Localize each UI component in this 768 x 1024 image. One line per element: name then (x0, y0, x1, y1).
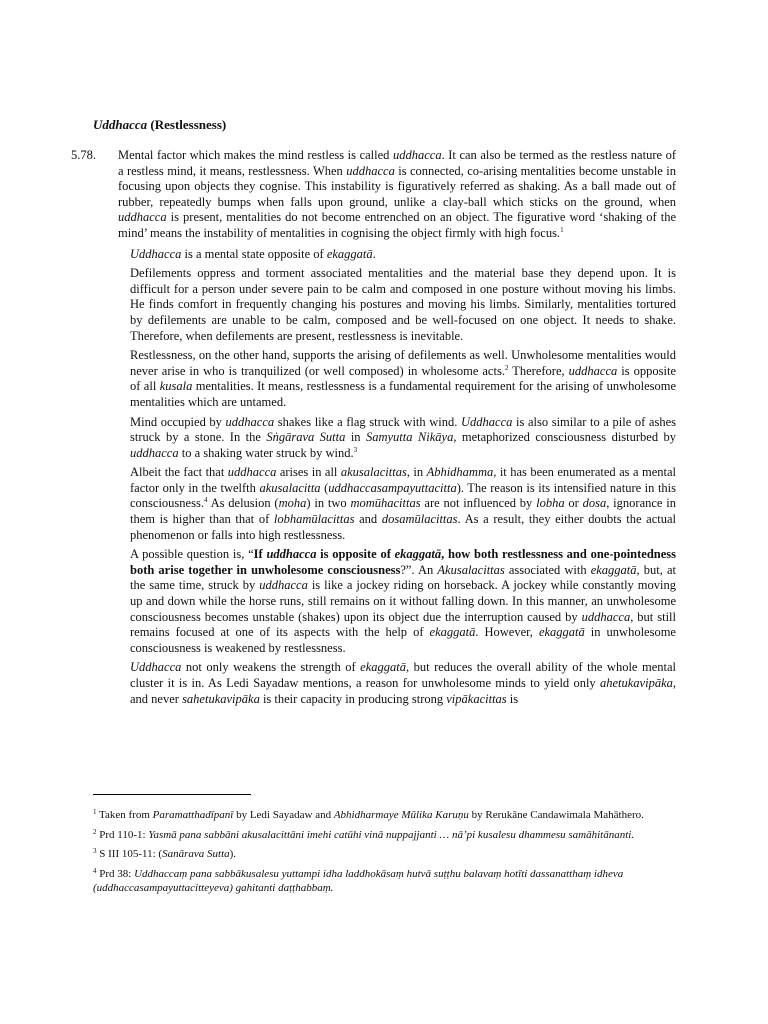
paragraph-5-78 (71, 148, 676, 242)
text-span: is opposite of all (130, 363, 676, 394)
paragraph-ledi-sayadaw (130, 660, 676, 707)
pali-term: dosa (582, 496, 607, 511)
text-span: is opposite of (316, 547, 395, 562)
pali-term: kusala (159, 379, 193, 394)
paragraph-number: 5.78. (71, 148, 96, 162)
text-span: is present, mentalities do not become entrenched on an object. The figurative word ‘shaking of the mind’ means the instability of mentalities in cognising the object firmly with high focus. (118, 210, 676, 240)
paragraph-twelfth-akusalacitta (130, 465, 676, 543)
pali-term: Uddhacca (130, 660, 182, 675)
footnote-ref[interactable]: 3 (353, 445, 358, 454)
text-span: , but reduces the overall ability of the whole mental cluster it is in. As Ledi Sayadaw mentions, a reason for unwholesome minds to yield only (130, 660, 676, 690)
pali-term: Uddhacca (461, 414, 513, 429)
text-span: , it has been enumerated as a mental factor only in the twelfth (130, 465, 676, 495)
pali-term: uddhacca (346, 163, 395, 178)
text-span: ). The reason is its intensified nature in this consciousness. (130, 480, 676, 511)
text-span: , in (406, 465, 427, 480)
pali-term: ekaggatā (326, 246, 373, 261)
pali-term: Sanārava Sutta (162, 848, 230, 860)
text-span: Albeit the fact that (130, 465, 228, 480)
text-span: mentalities. It means, restlessness is a fundamental requirement for the arising of unwholesome mentalities which are untamed. (130, 379, 676, 409)
text-span: ?”. An (400, 562, 438, 577)
pali-term: uddhacca (118, 210, 167, 225)
pali-term: uddhacca (266, 547, 317, 562)
text-span: , ignorance in them is higher than that of (130, 496, 676, 527)
pali-term: uddhacca (581, 609, 631, 624)
text-span: , but still remains focused at one of its aspects with the help of (130, 609, 676, 640)
pali-term: lobha (536, 496, 565, 511)
text-span: by Rerukāne Candawimala Mahāthero. (468, 809, 644, 821)
pali-term: Paramatthadīpanī (152, 809, 234, 821)
footnotes (93, 808, 676, 901)
text-span: , metaphorized consciousness disturbed by (453, 430, 677, 445)
text-span: A possible question is, “ (130, 547, 254, 562)
heading-gloss: (Restlessness) (147, 117, 227, 132)
body-text (71, 148, 677, 711)
text-span: Defilements oppress and torment associated mentalities and the material base they depend upon. It is difficult for a person under severe pain to be calm and composed in one posture without moving his limbs. He finds comfort in frequently changing his postures and moving his limbs. Similarly, mentalities tortured by defilements are unable to be calm, composed and be well-focused on one object. It needs to shake. Therefore, when defilements are present, restlessness is inevitable. (130, 266, 676, 343)
footnote-divider (93, 794, 251, 795)
pali-term: akusalacitta (259, 480, 321, 495)
pali-term: uddhacca (259, 578, 308, 593)
pali-term: uddhacca (130, 445, 179, 460)
paragraph-flag-simile (130, 415, 676, 462)
text-span: Mental factor which makes the mind restless is called (118, 148, 393, 162)
text-span: Prd 110-1: (96, 828, 149, 841)
pali-term: dosamūlacittas (381, 512, 458, 527)
footnote-ref[interactable]: 1 (560, 225, 564, 234)
text-span: is (506, 691, 519, 706)
text-span: . It can also be termed as the restless nature of a restless mind, it means, restlessness. When (118, 148, 676, 178)
pali-term: uddhaccasampayuttacitta (328, 480, 457, 495)
pali-term: ahetukavipāka (599, 676, 673, 690)
pali-quote: Uddhaccaṃ pana sabbākusalesu yuttampi idha laddhokāsaṃ hutvā suṭṭhu balavaṃ hotīti dassanatthaṃ idheva (uddhaccasampayuttacitteyeva) gahitanti daṭṭhabbaṃ. (93, 867, 624, 894)
text-span: is like a jockey riding on horseback. A jockey while constantly moving up and down while the horse runs, still remains on it without falling down. In this manner, an unwholesome consciousness becomes unstable (shakes) upon its object due the interruption caused by (130, 578, 676, 624)
text-span: or (564, 496, 583, 511)
pali-term: ekaggatā (538, 625, 585, 640)
text-span: is connected, co-arising mentalities become unstable in focusing upon objects they cognise. This instability is figuratively referred as shaking. As a ball made out of rubber, repeatedly bumps when falls upon ground, unlike a clay-ball which sticks on the ground, when (118, 163, 676, 209)
text-span: by Ledi Sayadaw and (233, 809, 334, 821)
section-heading (93, 117, 226, 133)
heading-term: Uddhacca (93, 117, 148, 132)
text-span: are not influenced by (420, 496, 537, 511)
text-span: Mind occupied by (130, 414, 226, 429)
pali-term: momūhacittas (350, 496, 421, 511)
text-span: , but, at the same time, struck by (130, 562, 677, 593)
text-span: in unwholesome consciousness is weakened by restlessness. (130, 625, 676, 655)
text-span: is also similar to a pile of ashes struck by a stone. In the (130, 414, 676, 445)
pali-term: akusalacittas (340, 465, 407, 480)
footnote-number: 2 (93, 827, 97, 836)
text-span: is a mental state opposite of (181, 246, 327, 261)
pali-term: ekaggatā (590, 562, 637, 577)
text-span: Restlessness, on the other hand, supports the arising of defilements as well. Unwholesome mentalities would never arise in who is tranquilized (or well composed) in wholesome acts. (130, 348, 676, 378)
text-span: Prd 38: (96, 867, 135, 880)
pali-term: uddhacca (392, 148, 442, 162)
pali-term: ekaggatā (394, 547, 442, 562)
footnote-3 (93, 847, 676, 862)
pali-term: Sṅgārava Sutta (266, 430, 346, 445)
footnote-number: 1 (93, 808, 97, 816)
text-span: not only weakens the strength of (181, 660, 361, 675)
text-span: . However, (475, 625, 539, 640)
paragraph-opposite-ekaggata (130, 247, 676, 263)
pali-term: uddhacca (225, 414, 275, 429)
pali-term: Akusalacittas (437, 562, 505, 577)
text-span: in (345, 430, 366, 445)
text-span: ). (229, 848, 237, 860)
paragraph-jockey-simile (130, 547, 676, 656)
pali-term: ekaggatā (429, 625, 476, 640)
paragraph-restlessness-supports (130, 348, 676, 410)
pali-term: Uddhacca (130, 246, 182, 261)
footnote-1 (93, 808, 676, 823)
pali-term: ekaggatā (360, 660, 406, 675)
text-span: As delusion ( (207, 496, 279, 511)
text-span: , and never (130, 676, 676, 706)
text-span: ) in two (306, 496, 351, 511)
pali-term: Abhidhamma (426, 465, 494, 480)
footnote-ref[interactable]: 2 (504, 363, 509, 372)
footnote-number: 4 (93, 866, 97, 875)
text-span: . As a result, they either doubts the actual phenomenon or falls into high restlessness. (130, 512, 676, 542)
footnote-4 (93, 867, 676, 896)
text-span: shakes like a flag struck with wind. (274, 414, 462, 429)
footnote-2 (93, 828, 676, 843)
pali-term: uddhacca (568, 363, 618, 378)
paragraph-defilements (130, 266, 676, 344)
footnote-number: 3 (93, 847, 97, 855)
footnote-ref[interactable]: 4 (203, 496, 208, 505)
text-span: and (354, 512, 382, 527)
pali-term: uddhacca (227, 465, 277, 480)
pali-term: vipākacittas (446, 691, 507, 706)
text-span: If (253, 547, 267, 562)
pali-term: Abhidharmaye Mūlika Karuṇu (333, 809, 469, 821)
text-span: arises in all (276, 465, 341, 480)
pali-term: moha (278, 496, 307, 511)
text-span: Therefore, (508, 363, 569, 378)
text-span: . (372, 246, 376, 261)
text-span: ( (320, 480, 329, 495)
pali-term: lobhamūlacittas (273, 512, 355, 527)
text-span: Taken from (96, 809, 153, 821)
text-span: to a shaking water struck by wind. (178, 445, 354, 460)
pali-term: Samyutta Nikāya (365, 430, 454, 445)
text-span: associated with (504, 562, 591, 577)
pali-term: sahetukavipāka (182, 691, 260, 706)
text-span: , how both restlessness and one-pointedness both arise together in unwholesome consciousness (130, 547, 677, 577)
pali-quote: Yasmā pana sabbāni akusalacittāni imehi catūhi vinā nuppajjanti … nā’pi kusalesu dhammesu samāhitānanti. (148, 828, 635, 841)
text-span: is their capacity in producing strong (259, 691, 447, 706)
text-span: S III 105-11: ( (96, 848, 163, 860)
